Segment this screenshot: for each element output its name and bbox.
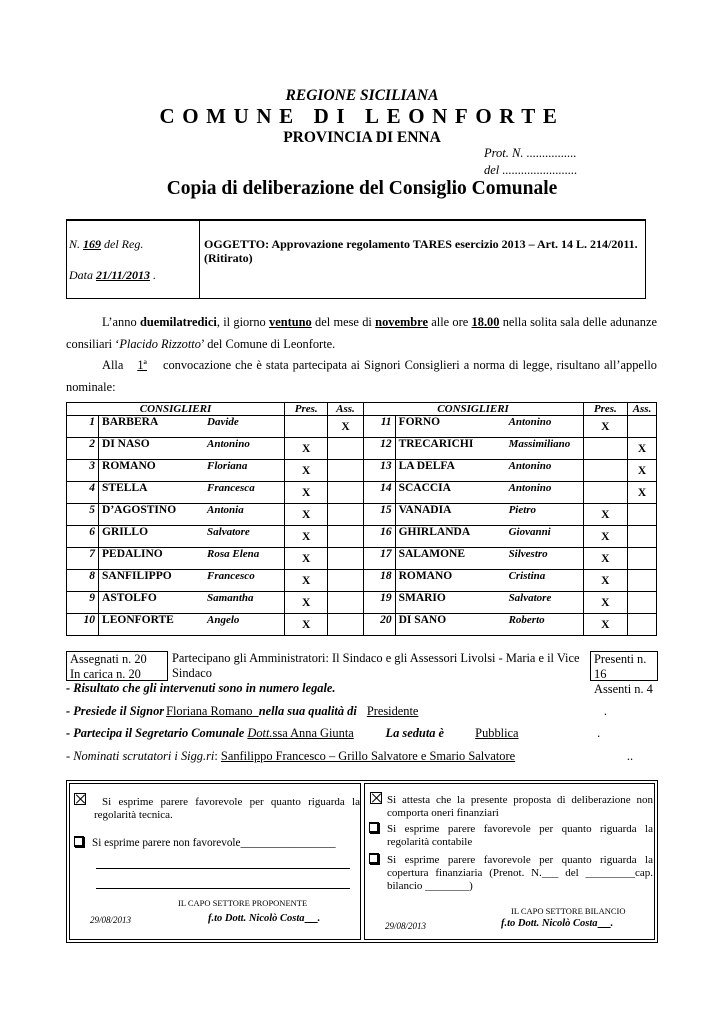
councillor-name — [99, 460, 285, 482]
header-consiglieri-left: CONSIGLIERI — [67, 403, 285, 416]
table-row — [67, 526, 657, 548]
councillor-number: 1 — [67, 416, 99, 438]
councillor-first-name: Davide — [207, 416, 239, 428]
present-mark: X — [285, 614, 328, 636]
councillor-name — [99, 548, 285, 570]
present-mark — [583, 438, 627, 460]
present-mark: X — [583, 614, 627, 636]
header-pres-left: Pres. — [285, 403, 328, 416]
absent-mark — [628, 548, 657, 570]
present-mark: X — [285, 592, 328, 614]
councillor-first-name: Silvestro — [508, 548, 548, 560]
councillor-number: 17 — [363, 548, 395, 570]
councillor-name — [395, 570, 583, 592]
councillor-name — [395, 548, 583, 570]
present-mark: X — [285, 482, 328, 504]
region-heading: REGIONE SICILIANA — [285, 87, 439, 104]
councillor-number: 14 — [363, 482, 395, 504]
councillor-first-name: Antonino — [508, 460, 552, 472]
checked-checkbox-icon — [370, 792, 382, 804]
absent-mark: X — [328, 416, 363, 438]
day-value: ventuno — [269, 315, 312, 329]
attendance-box — [590, 651, 658, 696]
present-mark — [583, 482, 627, 504]
intro-paragraph: L’anno duemilatredici, il giorno ventuno del mese di novembre alle ore 18.00 nella solita sala delle adunanze consiliari ‘Placido Rizzotto’ del Comune di Leonforte. — [66, 315, 657, 351]
councillor-first-name: Angelo — [207, 614, 240, 626]
councillor-number: 3 — [67, 460, 99, 482]
absent-mark — [328, 526, 363, 548]
present-mark: X — [285, 526, 328, 548]
councillor-first-name: Salvatore — [508, 592, 552, 604]
councillor-surname: GHIRLANDA — [398, 526, 471, 538]
councillor-name — [395, 614, 583, 636]
absent-mark: X — [628, 460, 657, 482]
councillor-surname: SALAMONE — [398, 548, 466, 560]
provincia-heading: PROVINCIA DI ENNA — [283, 129, 441, 146]
councillor-surname: LA DELFA — [398, 460, 455, 472]
header-consiglieri-right: CONSIGLIERI — [363, 403, 583, 416]
councillors-table — [66, 402, 657, 636]
secretary-name: ssa Anna Giunta — [272, 726, 354, 740]
administrators-text: Partecipano gli Amministratori: Il Sindaco e gli Assessori Livolsi - Maria e il Vice Sindaco — [172, 651, 580, 680]
present-mark: X — [285, 438, 328, 460]
councillor-number: 13 — [363, 460, 395, 482]
councillor-name — [99, 416, 285, 438]
proposing-head-title: IL CAPO SETTORE PROPONENTE — [178, 898, 308, 908]
present-mark: X — [583, 526, 627, 548]
councillor-name — [395, 592, 583, 614]
councillor-name — [395, 482, 583, 504]
absent-mark — [328, 504, 363, 526]
no-financial-burden-text: Si attesta che la presente proposta di deliberazione non comporta oneri finanziari — [387, 794, 653, 819]
present-mark: X — [583, 592, 627, 614]
councillor-surname: STELLA — [102, 482, 148, 494]
year-value: duemilatredici — [139, 315, 217, 329]
present-mark — [583, 460, 627, 482]
president-name: Floriana Romano — [166, 704, 253, 718]
councillor-name — [395, 460, 583, 482]
absent-mark — [328, 570, 363, 592]
present-mark: X — [583, 570, 627, 592]
present-mark: X — [583, 416, 627, 438]
councillor-surname: SCACCIA — [398, 482, 451, 494]
councillor-first-name: Giovanni — [508, 526, 551, 538]
financial-coverage-text: Si esprime parere favorevole per quanto riguarda la copertura finanziaria (Prenot. N.___ del _________cap. bilancio ________) — [387, 854, 653, 892]
councillor-name — [99, 570, 285, 592]
technical-unfavorable-text: Si esprime parere non favorevole_________________ — [92, 837, 336, 849]
technical-opinion-panel — [69, 783, 361, 940]
councillor-name — [395, 504, 583, 526]
councillor-number: 9 — [67, 592, 99, 614]
accounting-opinion-date: 29/08/2013 — [385, 921, 427, 931]
councillor-first-name: Francesca — [207, 482, 255, 494]
councillor-surname: ROMANO — [102, 460, 156, 472]
councillor-first-name: Rosa Elena — [207, 548, 260, 560]
absent-mark — [628, 592, 657, 614]
table-row — [67, 504, 657, 526]
session-type: Pubblica — [475, 726, 519, 740]
councillor-first-name: Cristina — [508, 570, 546, 582]
councillor-surname: SANFILIPPO — [102, 570, 172, 582]
scrutineers-names: Sanfilippo Francesco – Grillo Salvatore e Smario Salvatore — [220, 749, 516, 763]
councillor-first-name: Antonino — [207, 438, 250, 450]
registry-date: 21/11/2013 — [96, 268, 151, 282]
councillor-first-name: Antonino — [508, 482, 552, 494]
absent-mark — [328, 438, 363, 460]
registry-box — [66, 219, 646, 299]
absent-count: Assenti n. 4 — [594, 682, 653, 696]
present-mark: X — [583, 548, 627, 570]
councillor-first-name: Massimiliano — [508, 438, 571, 450]
councillor-name — [99, 438, 285, 460]
councillor-name — [99, 592, 285, 614]
councillor-first-name: Pietro — [508, 504, 537, 516]
councillor-first-name: Antonino — [508, 416, 552, 428]
header-ass-right: Ass. — [628, 403, 657, 416]
protocol-number: Prot. N. ................ — [484, 146, 577, 160]
opinions-box — [66, 780, 658, 943]
absent-mark — [628, 504, 657, 526]
absent-mark: X — [628, 482, 657, 504]
councillor-number: 8 — [67, 570, 99, 592]
councillor-name — [395, 526, 583, 548]
absent-mark — [328, 460, 363, 482]
councillor-name — [395, 438, 583, 460]
councillor-name — [395, 416, 583, 438]
table-row — [67, 460, 657, 482]
councillor-surname: TRECARICHI — [398, 438, 474, 450]
convocation-number: 1ª — [137, 358, 147, 372]
councillor-number: 6 — [67, 526, 99, 548]
month-value: novembre — [375, 315, 428, 329]
councillor-first-name: Roberto — [508, 614, 545, 626]
document-title: Copia di deliberazione del Consiglio Comunale — [166, 178, 558, 199]
councillor-first-name: Samantha — [207, 592, 254, 604]
table-header-row — [67, 403, 657, 416]
councillor-number: 11 — [363, 416, 395, 438]
councillor-name — [99, 482, 285, 504]
quorum-line: - Risultato che gli intervenuti sono in numero legale. — [66, 681, 336, 695]
councillor-number: 20 — [363, 614, 395, 636]
councillor-number: 5 — [67, 504, 99, 526]
registry-number: 169 — [83, 237, 102, 251]
technical-favorable-text: Si esprime parere favorevole per quanto riguarda la regolarità tecnica. — [94, 796, 360, 821]
president-role: Presidente — [366, 704, 419, 718]
checked-checkbox-icon — [74, 793, 86, 805]
councillor-number: 10 — [67, 614, 99, 636]
councillor-number: 16 — [363, 526, 395, 548]
registry-divider — [199, 221, 200, 299]
protocol-date: del ........................ — [484, 163, 578, 177]
councillor-number: 12 — [363, 438, 395, 460]
councillor-surname: PEDALINO — [102, 548, 163, 560]
councillor-surname: GRILLO — [102, 526, 149, 538]
councillor-name — [99, 526, 285, 548]
absent-mark — [628, 614, 657, 636]
table-row — [67, 482, 657, 504]
councillor-name — [99, 504, 285, 526]
accounting-signature: f.to Dott. Nicolò Costa . — [501, 918, 614, 929]
empty-checkbox-icon — [74, 836, 84, 847]
scrutineers-line: - Nominati scrutatori i Sigg.ri: Sanfilippo Francesco – Grillo Salvatore e Smario Salvatore .. — [66, 749, 634, 763]
absent-mark — [628, 526, 657, 548]
table-row — [67, 438, 657, 460]
assigned-count: Assegnati n. 20 — [70, 652, 147, 666]
president-line: - Presiede il Signor Floriana Romano nella sua qualità di Presidente . — [66, 704, 607, 718]
empty-checkbox-icon — [369, 822, 379, 833]
present-count: Presenti n. 16 — [594, 652, 647, 681]
councillor-surname: D’AGOSTINO — [102, 504, 177, 516]
councillor-surname: SMARIO — [398, 592, 446, 604]
technical-opinion-date: 29/08/2013 — [90, 915, 132, 925]
absent-mark — [328, 592, 363, 614]
table-row — [67, 416, 657, 438]
secretary-line: - Partecipa il Segretario Comunale Dott.ssa Anna Giunta La seduta è Pubblica . — [66, 726, 601, 740]
present-mark: X — [285, 570, 328, 592]
assigned-box — [66, 651, 168, 681]
present-mark: X — [583, 504, 627, 526]
convocation-paragraph: Alla 1ª convocazione che è stata partecipata ai Signori Consiglieri a norma di legge, risultano all’appello nominale: — [66, 358, 657, 394]
councillor-number: 4 — [67, 482, 99, 504]
councillor-surname: VANADIA — [398, 504, 452, 516]
registry-number-line: N. 169 del Reg. — [69, 237, 144, 251]
present-mark: X — [285, 504, 328, 526]
councillor-surname: DI NASO — [102, 438, 150, 450]
councillor-first-name: Antonia — [207, 504, 244, 516]
accounting-favorable-text: Si esprime parere favorevole per quanto riguarda la regolarità contabile — [387, 823, 653, 848]
councillor-number: 18 — [363, 570, 395, 592]
councillor-number: 19 — [363, 592, 395, 614]
absent-mark — [328, 614, 363, 636]
header-pres-right: Pres. — [583, 403, 627, 416]
councillor-first-name: Floriana — [207, 460, 248, 472]
table-row — [67, 548, 657, 570]
header-ass-left: Ass. — [328, 403, 363, 416]
councillor-first-name: Francesco — [207, 570, 255, 582]
councillor-surname: BARBERA — [102, 416, 159, 428]
comune-heading: COMUNE DI LEONFORTE — [159, 104, 565, 128]
councillor-surname: DI SANO — [398, 614, 447, 626]
empty-checkbox-icon — [369, 853, 379, 864]
hall-name: Placido Rizzotto — [119, 337, 201, 351]
absent-mark — [328, 548, 363, 570]
table-row — [67, 614, 657, 636]
registry-date-line: Data 21/11/2013 . — [69, 268, 157, 282]
technical-signature: f.to Dott. Nicolò Costa . — [208, 913, 321, 924]
hour-value: 18.00 — [471, 315, 500, 329]
councillor-number: 7 — [67, 548, 99, 570]
present-mark: X — [285, 460, 328, 482]
subject-text: OGGETTO: Approvazione regolamento TARES esercizio 2013 – Art. 14 L. 214/2011. (Ritirato) — [204, 237, 638, 265]
present-mark: X — [285, 548, 328, 570]
councillor-name — [99, 614, 285, 636]
absent-mark — [628, 570, 657, 592]
councillor-first-name: Salvatore — [207, 526, 250, 538]
accounting-opinion-panel — [364, 783, 655, 940]
absent-mark — [328, 482, 363, 504]
councillor-surname: LEONFORTE — [102, 614, 174, 626]
absent-mark — [628, 416, 657, 438]
absent-mark: X — [628, 438, 657, 460]
councillor-surname: ASTOLFO — [102, 592, 157, 604]
in-office-count: In carica n. 20 — [70, 667, 141, 681]
budget-head-title: IL CAPO SETTORE BILANCIO — [511, 906, 626, 916]
councillor-surname: FORNO — [398, 416, 441, 428]
table-row — [67, 592, 657, 614]
councillor-number: 2 — [67, 438, 99, 460]
table-row — [67, 570, 657, 592]
councillor-number: 15 — [363, 504, 395, 526]
councillor-surname: ROMANO — [398, 570, 453, 582]
present-mark — [285, 416, 328, 438]
